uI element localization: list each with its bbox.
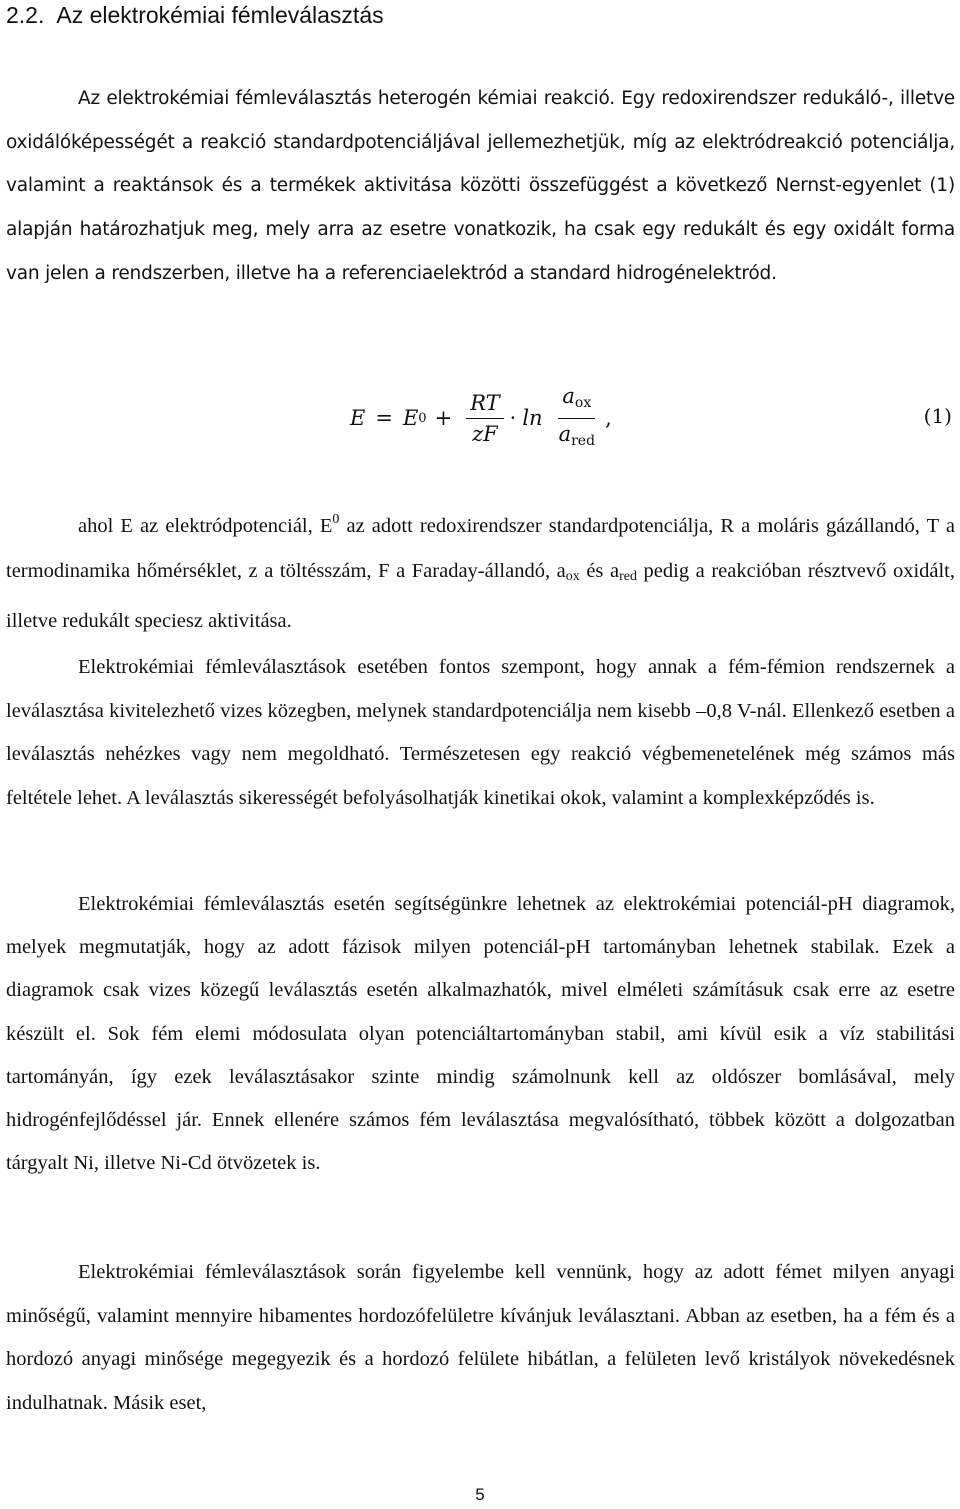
fraction-denominator-ared — [555, 419, 599, 454]
equation-plus: + — [434, 406, 453, 430]
paragraph-ph-diagrams-text: Elektrokémiai fémleválasztás esetén segítségünkre lehetnek az elektrokémiai potenciál-pH diagramok, melyek megmutatják, hogy az adott fázisok milyen potenciál-pH tartományban lehetnek stabilak. Ezek a diagramok csak vizes közegű leválasztás esetén alkalmazhatók, mivel elméleti számításuk csak erre az esetre készült el. Sok fém elemi módosulata olyan potenciáltartományban stabil, ami kívül esik a víz stabilitási tartományán, így ezek leválasztásakor szinte mindig számolnunk kell az oldószer bomlásával, mely hidrogénfejlődéssel jár. Ennek ellenére számos fém leválasztása megvalósítható, többek között a dolgozatban tárgyalt Ni, illetve Ni-Cd ötvözetek is. — [6, 893, 955, 1175]
equation-dot: · — [509, 406, 517, 430]
paragraph-intro-text: Az elektrokémiai fémleválasztás heterogén kémiai reakció. Egy redoxirendszer redukáló-, illetve oxidálóképességét a reakció standardpotenciáljával jellemezhetjük, míg az elektródreakció potenciálja, valamint a reaktánsok és a termékek aktivitása közötti összefüggést a következő Nernst-egyenlet (1) alapján határozhatjuk meg, mely arra az esetre vonatkozik, ha csak egy redukált és egy oxidált forma van jelen a rendszerben, illetve ha a referenciaelektród a standard hidrogénelektród. — [6, 88, 955, 284]
ared-sub: red — [571, 432, 596, 449]
definitions-sub-red: red — [619, 569, 637, 584]
paragraph-standard-potential — [6, 646, 955, 820]
equation-comma: , — [605, 406, 612, 430]
equation-ln: ln — [522, 406, 543, 430]
aox-sub: ox — [574, 394, 592, 411]
page-number: 5 — [475, 1485, 485, 1504]
fraction-denominator: zF — [472, 421, 498, 446]
definitions-text-1: ahol E az elektródpotenciál, E — [78, 515, 333, 537]
equation-e0-sup: 0 — [418, 410, 427, 426]
definitions-text-4: pedig a reakcióban résztvevő oxidált, illetve redukált speciesz aktivitása. — [6, 560, 956, 632]
section-number: 2.2. — [6, 2, 45, 28]
paragraph-definitions — [6, 497, 955, 644]
equation-lhs: E — [350, 406, 366, 430]
fraction-numerator: RT — [466, 390, 503, 419]
definitions-sub-ox: ox — [565, 569, 580, 584]
equation-equals: = — [375, 406, 393, 430]
equation-label: (1) — [923, 404, 952, 428]
paragraph-substrate-text: Elektrokémiai fémleválasztások során figyelembe kell vennünk, hogy az adott fémet milyen anyagi minőségű, valamint mennyire hibamentes hordozófelületre kívánjuk leválasztani. Abban az esetben, ha a fém és a hordozó anyagi minősége megegyezik és a hordozó felülete hibátlan, a felületen levő kristályok növekedésnek indulhatnak. Másik eset, — [6, 1261, 955, 1414]
definitions-text-2: az adott redoxirendszer standardpotenciálja, R a moláris gázállandó, T a termodinamika hőmérséklet, z a töltésszám, F a Faraday-állandó, a — [6, 515, 955, 582]
fraction-activities — [555, 383, 599, 454]
definitions-sup-0: 0 — [332, 512, 340, 527]
nernst-equation — [0, 378, 960, 458]
fraction-numerator-aox — [558, 383, 595, 419]
aox-base: a — [562, 383, 575, 408]
paragraph-ph-diagrams — [6, 883, 955, 1185]
fraction-rt-zf — [466, 390, 503, 447]
section-heading — [6, 2, 384, 29]
ared-base: a — [558, 421, 572, 446]
paragraph-standard-potential-text: Elektrokémiai fémleválasztások esetében fontos szempont, hogy annak a fém-fémion rendszernek a leválasztása kivitelezhető vizes közegben, melynek standardpotenciálja nem kisebb –0,8 V-nál. Ellenkező esetben a leválasztás nehézkes vagy nem megoldható. Természetesen egy reakció végbemenetelének még számos más feltétele lehet. A leválasztás sikerességét befolyásolhatják kinetikai okok, valamint a komplexképződés is. — [6, 656, 955, 809]
paragraph-intro — [6, 77, 955, 296]
paragraph-substrate — [6, 1251, 955, 1425]
definitions-text-3: és a — [579, 560, 620, 582]
equation-e0: E — [402, 406, 419, 430]
equation-formula — [350, 378, 612, 458]
section-title: Az elektrokémiai fémleválasztás — [56, 2, 384, 28]
